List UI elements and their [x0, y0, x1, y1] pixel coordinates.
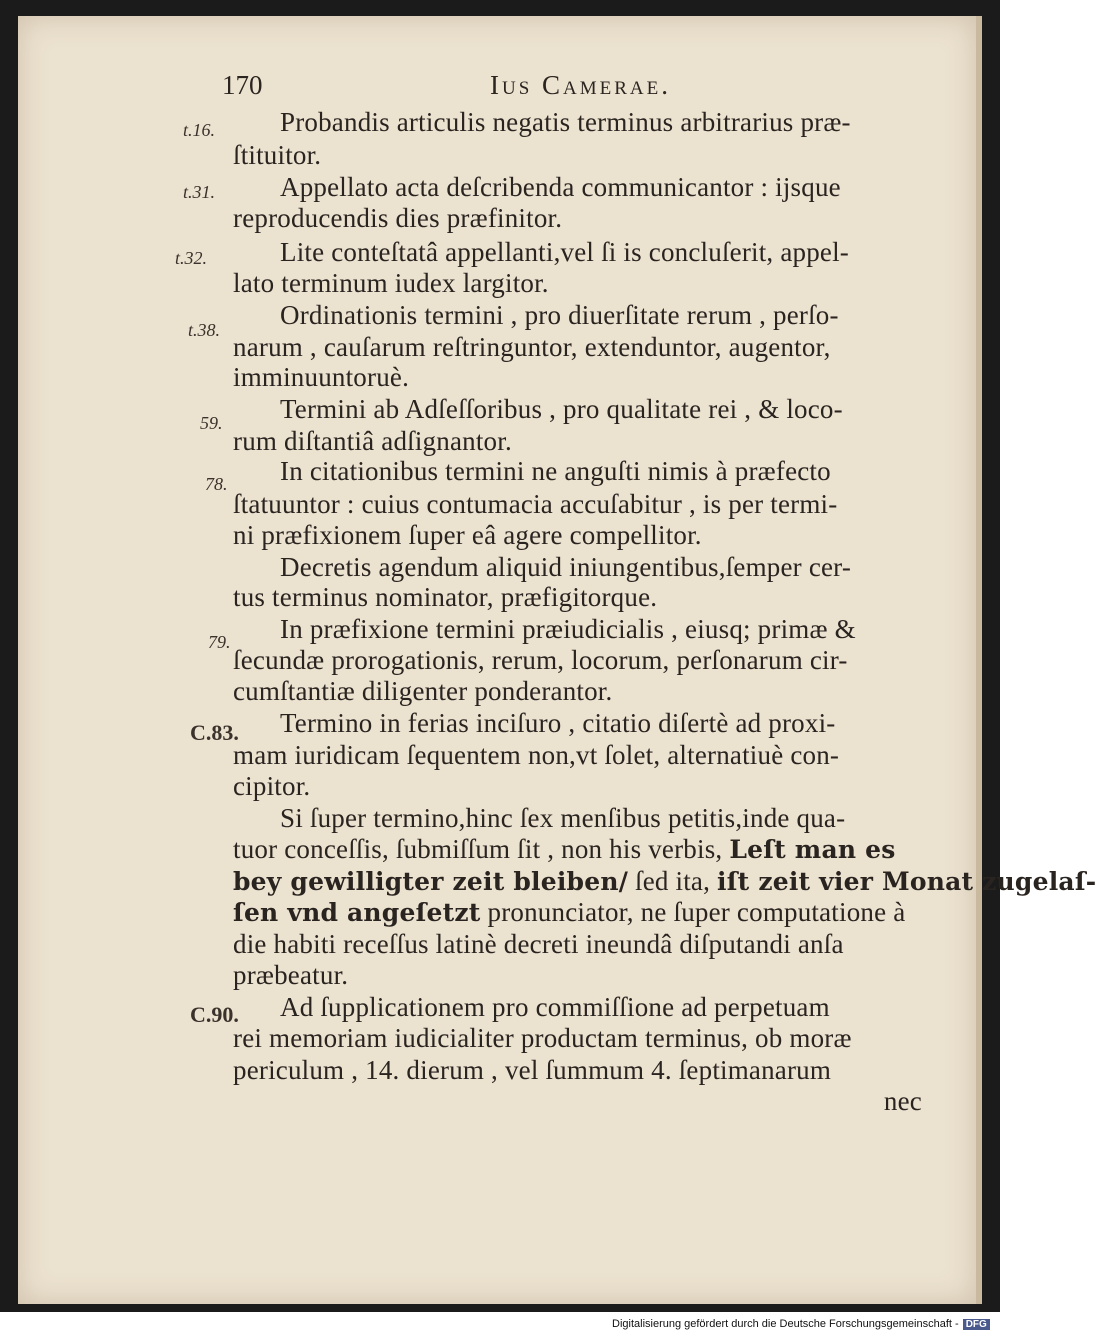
margin-note: C.83. [190, 720, 239, 745]
text-line: Decretis agendum aliquid iniungentibus,ſemper cer- [280, 552, 852, 582]
text-line: ni præfixionem ſuper eâ agere compellitor. [233, 520, 702, 550]
text-line: Probandis articulis negatis terminus arbitrarius præ- [280, 107, 851, 137]
text-line [233, 866, 1096, 897]
text-segment: tuor conceſſis, ſubmiſſum ſit , non his verbis, [233, 834, 730, 864]
text-line [233, 897, 905, 928]
text-line: præbeatur. [233, 960, 349, 990]
text-line: tus terminus nominator, præfigitorque. [233, 582, 658, 612]
catchword: nec [883, 1086, 922, 1116]
margin-note: t.38. [188, 320, 221, 340]
margin-note: t.31. [183, 182, 216, 202]
text-line: narum , cauſarum reſtringuntor, extenduntor, augentor, [233, 332, 831, 362]
text-line: ſecundæ prorogationis, rerum, locorum, perſonarum cir- [233, 645, 848, 675]
text-line: Lite conteſtatâ appellanti,vel ſi is concluſerit, appel- [280, 237, 849, 267]
blackletter-segment: iſt zeit vier Monat zugelaſ- [717, 867, 1096, 896]
footer-text: Digitalisierung gefördert durch die Deutsche Forschungsgemeinschaft - [612, 1318, 959, 1330]
text-line: Appellato acta deſcribenda communicantor : ijsque [280, 172, 841, 202]
blackletter-segment: bey gewilligter zeit bleiben/ [233, 867, 629, 896]
text-line: Ordinationis termini , pro diuerſitate rerum , perſo- [280, 300, 839, 330]
digitization-footer [612, 1318, 990, 1330]
text-line: In præfixione termini præiudicialis , eiusq; primæ & [280, 614, 856, 644]
text-line: lato terminum iudex largitor. [233, 268, 549, 298]
text-line: In citationibus termini ne anguſti nimis à præfecto [280, 456, 831, 486]
margin-note: 79. [208, 632, 231, 652]
text-line [233, 834, 896, 865]
text-line: Si ſuper termino,hinc ſex menſibus petitis,inde qua- [280, 803, 846, 833]
running-title: Ius Camerae. [490, 70, 672, 100]
text-line: Termino in ferias inciſuro , citatio diſertè ad proxi- [280, 708, 836, 738]
page-number: 170 [222, 70, 263, 100]
text-line: mam iuridicam ſequentem non,vt ſolet, alternatiuè con- [233, 740, 840, 770]
text-line: imminuuntoruè. [233, 362, 410, 392]
text-line: ſtatuuntor : cuius contumacia accuſabitur , is per termi- [233, 489, 838, 519]
blackletter-segment: ſen vnd angeſetzt [233, 898, 481, 927]
text-line: ſtituitor. [233, 140, 322, 170]
dfg-logo: DFG [963, 1319, 990, 1330]
margin-note: 78. [205, 474, 228, 494]
margin-note: 59. [200, 413, 223, 433]
margin-note: C.90. [190, 1002, 239, 1027]
text-segment: pronunciator, ne ſuper computatione à [480, 897, 906, 927]
text-line: periculum , 14. dierum , vel ſummum 4. ſeptimanarum [233, 1055, 832, 1085]
blackletter-segment: Leſt man es [729, 835, 896, 864]
text-segment: ſed ita, [628, 866, 718, 896]
margin-note: t.32. [175, 248, 208, 268]
text-line: rei memoriam iudicialiter productam terminus, ob moræ [233, 1023, 852, 1053]
text-line: die habiti receſſus latinè decreti ineundâ diſputandi anſa [233, 929, 844, 959]
text-line: Ad ſupplicationem pro commiſſione ad perpetuam [280, 992, 830, 1022]
text-line: cumſtantiæ diligenter ponderantor. [233, 676, 613, 706]
text-line: cipitor. [233, 771, 311, 801]
margin-note: t.16. [183, 120, 216, 140]
text-line: Termini ab Adſeſſoribus , pro qualitate rei , & loco- [280, 394, 843, 424]
text-line: rum diſtantiâ adſignantor. [233, 426, 512, 456]
text-line: reproducendis dies præfinitor. [233, 203, 563, 233]
